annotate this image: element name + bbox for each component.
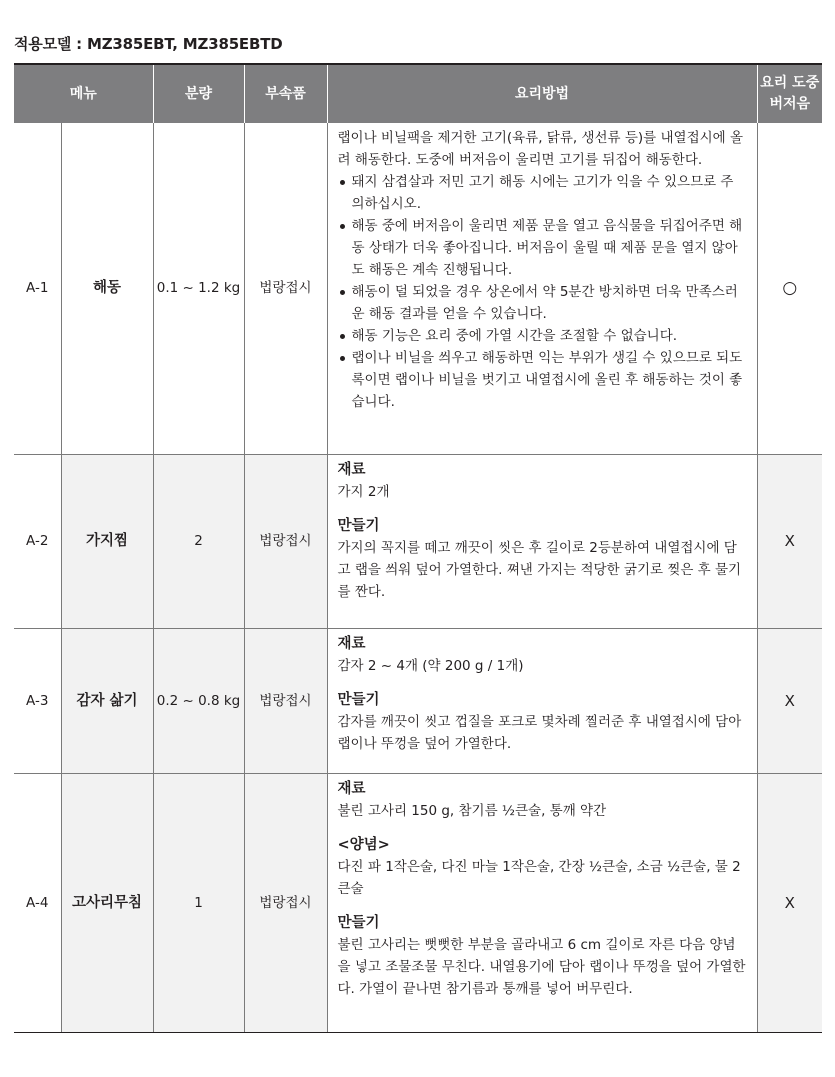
menu-name: 감자 삶기 — [61, 628, 153, 773]
menu-beep: ○ — [757, 123, 822, 454]
menu-amount: 0.2 ~ 0.8 kg — [153, 628, 244, 773]
menu-beep: X — [757, 773, 822, 1032]
method-notes — [338, 171, 747, 413]
menu-name: 고사리무침 — [61, 773, 153, 1032]
ingredients-label: 재료 — [337, 780, 366, 797]
menu-method — [327, 773, 757, 1032]
ingredients-text: 감자 2 ~ 4개 (약 200 g / 1개) — [337, 657, 524, 674]
page-title: 적용모델 : MZ385EBT, MZ385EBTD — [14, 35, 283, 53]
table-row — [14, 773, 822, 1032]
header-method: 요리방법 — [327, 64, 757, 123]
ingredients-text: 가지 2개 — [337, 483, 390, 500]
header-accessory: 부속품 — [244, 64, 327, 123]
menu-code: A-2 — [14, 454, 61, 628]
steps-text: 불린 고사리는 뻣뻣한 부분을 골라내고 6 cm 길이로 자른 다음 양념을 넣고 조물조물 무친다. 내열용기에 담아 랩이나 뚜껑을 덮어 가열한다. 가열이 끝나면 참기름과 통깨를 넣어 버무린다. — [337, 936, 746, 997]
menu-name: 가지찜 — [61, 454, 153, 628]
steps-label: 만들기 — [337, 914, 380, 931]
method-intro: 랩이나 비닐팩을 제거한 고기(육류, 닭류, 생선류 등)를 내열접시에 올려 해동한다. 도중에 버저음이 울리면 고기를 뒤집어 해동한다. — [337, 130, 744, 168]
ingredients-label: 재료 — [337, 461, 366, 478]
list-item: 해동이 덜 되었을 경우 상온에서 약 5분간 방치하면 더욱 만족스러운 해동 결과를 얻을 수 있습니다. — [338, 281, 747, 325]
table-header-row — [14, 64, 822, 123]
header-amount: 분량 — [153, 64, 244, 123]
table-row — [14, 628, 822, 773]
menu-code: A-4 — [14, 773, 61, 1032]
header-beep-line2: 버저음 — [769, 96, 811, 112]
menu-accessory: 법랑접시 — [244, 773, 327, 1032]
menu-name: 해동 — [61, 123, 153, 454]
table-row — [14, 454, 822, 628]
menu-code: A-3 — [14, 628, 61, 773]
list-item: 랩이나 비닐을 씌우고 해동하면 익는 부위가 생길 수 있으므로 되도록이면 랩이나 비닐을 벗기고 내열접시에 올린 후 해동하는 것이 좋습니다. — [338, 347, 747, 413]
list-item: 해동 중에 버저음이 울리면 제품 문을 열고 음식물을 뒤집어주면 해동 상태가 더욱 좋아집니다. 버저음이 울릴 때 제품 문을 열지 않아도 해동은 계속 진행됩니다. — [338, 215, 747, 281]
steps-text: 감자를 깨끗이 씻고 껍질을 포크로 몇차례 찔러준 후 내열접시에 담아 랩이나 뚜껑을 덮어 가열한다. — [337, 713, 742, 752]
menu-accessory: 법랑접시 — [244, 454, 327, 628]
menu-amount: 1 — [153, 773, 244, 1032]
menu-code: A-1 — [14, 123, 61, 454]
menu-amount: 0.1 ~ 1.2 kg — [153, 123, 244, 454]
steps-text: 가지의 꼭지를 떼고 깨끗이 씻은 후 길이로 2등분하여 내열접시에 담고 랩을 씌워 덮어 가열한다. 쪄낸 가지는 적당한 굵기로 찢은 후 물기를 짠다. — [337, 539, 742, 600]
steps-label: 만들기 — [337, 517, 380, 534]
menu-beep: X — [757, 628, 822, 773]
menu-accessory: 법랑접시 — [244, 123, 327, 454]
ingredients-label: 재료 — [337, 635, 366, 652]
menu-amount: 2 — [153, 454, 244, 628]
steps-label: 만들기 — [337, 691, 380, 708]
header-beep-line1: 요리 도중 — [760, 75, 820, 91]
header-menu: 메뉴 — [14, 64, 153, 123]
menu-method — [327, 454, 757, 628]
list-item: 해동 기능은 요리 중에 가열 시간을 조절할 수 없습니다. — [338, 325, 747, 347]
menu-beep: X — [757, 454, 822, 628]
header-beep — [757, 64, 822, 123]
menu-accessory: 법랑접시 — [244, 628, 327, 773]
menu-method — [327, 123, 757, 454]
menu-method — [327, 628, 757, 773]
ingredients-text: 불린 고사리 150 g, 참기름 ½큰술, 통깨 약간 — [337, 802, 607, 819]
list-item: 돼지 삼겹살과 저민 고기 해동 시에는 고기가 익을 수 있으므로 주의하십시오. — [338, 171, 747, 215]
sauce-label: <양념> — [337, 836, 390, 853]
table-row — [14, 123, 822, 454]
cooking-menu-table — [14, 63, 822, 1033]
sauce-text: 다진 파 1작은술, 다진 마늘 1작은술, 간장 ½큰술, 소금 ½큰술, 물 2큰술 — [337, 858, 741, 897]
